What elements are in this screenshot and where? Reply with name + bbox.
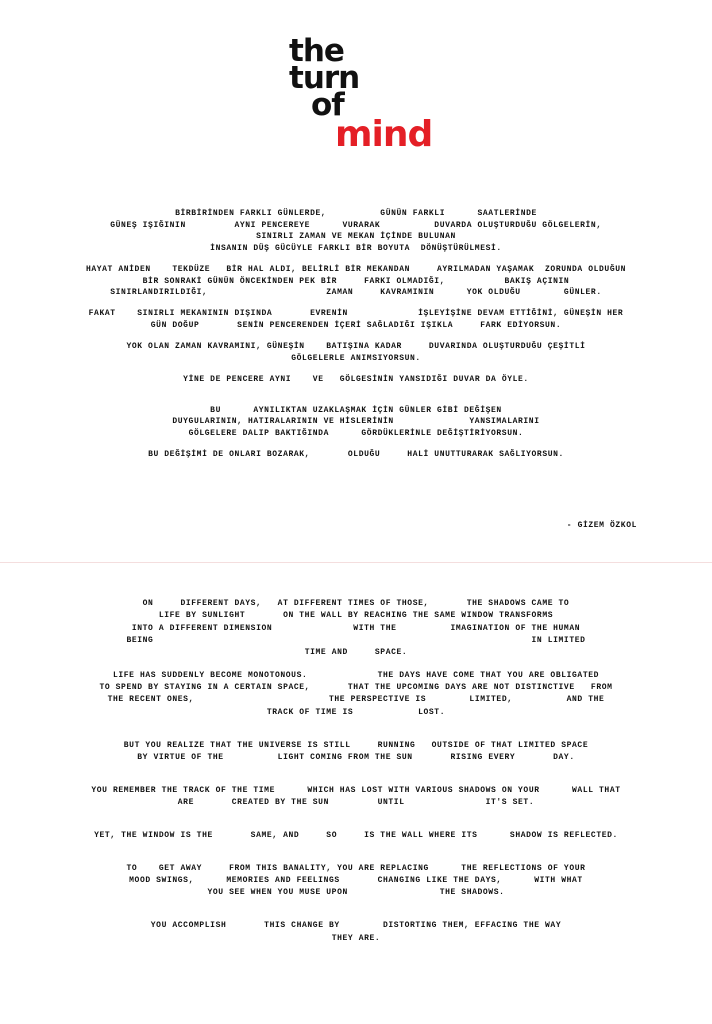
- text-line: BİRBİRİNDEN FARKLI GÜNLERDE, GÜNÜN FARKLI SAATLERİNDE: [175, 209, 537, 218]
- text-line: THE RECENT ONES, THE PERSPECTIVE IS LIMITED, AND THE: [107, 695, 605, 705]
- text-line: TIME AND SPACE.: [304, 648, 408, 658]
- text-line: [0, 719, 712, 729]
- text-line: SINIRLI ZAMAN VE MEKAN İÇİNDE BULUNAN: [256, 232, 456, 242]
- text-line: FAKAT SINIRLI MEKANININ DIŞINDA EVRENİN İŞLEYİŞİNE DEVAM ETTİĞİNİ, GÜNEŞİN HER: [88, 309, 624, 319]
- text-line: SINIRLANDIRILDIĞI, ZAMAN KAVRAMININ YOK OLDUĞU GÜNLER.: [110, 288, 602, 298]
- logo-line-mind: mind: [335, 114, 433, 155]
- text-line: [0, 386, 712, 396]
- logo-line-turn: turn: [289, 60, 360, 96]
- text-line: [0, 764, 712, 774]
- text-line: MOOD SWINGS, MEMORIES AND FEELINGS CHANGING LIKE THE DAYS, WITH WHAT: [129, 876, 583, 886]
- text-line: [0, 254, 712, 264]
- text-line: HAYAT ANİDEN TEKDÜZE BİR HAL ALDI, BELİRLİ BİR MEKANDAN AYRILMADAN YAŞAMAK ZORUNDA OLDUĞUN: [85, 264, 627, 274]
- text-line: YET, THE WINDOW IS THE SAME, AND SO IS THE WALL WHERE ITS SHADOW IS REFLECTED.: [94, 830, 618, 840]
- logo-line-of: of: [311, 87, 344, 123]
- logo-line-the: the: [289, 33, 344, 69]
- text-line: ON DIFFERENT DAYS, AT DIFFERENT TIMES OF THOSE, THE SHADOWS CAME TO: [142, 599, 570, 608]
- text-line: TO GET AWAY FROM THIS BANALITY, YOU ARE REPLACING THE REFLECTIONS OF YOUR: [126, 863, 586, 873]
- section-divider: [0, 562, 712, 563]
- text-line: GÜNEŞ IŞIĞININ AYNI PENCEREYE VURARAK DUVARDA OLUŞTURDUĞU GÖLGELERİN,: [110, 220, 602, 230]
- turkish-text: [0, 208, 712, 461]
- text-line: BU AYNILIKTAN UZAKLAŞMAK İÇİN GÜNLER GİBİ DEĞİŞEN: [210, 405, 502, 415]
- text-line: GÜN DOĞUP SENİN PENCERENDEN İÇERİ SAĞLADIĞI IŞIKLA FARK EDİYORSUN.: [150, 320, 562, 330]
- logo: [289, 33, 433, 155]
- text-line: GÖLGELERE DALIP BAKTIĞINDA GÖRDÜKLERİNLE DEĞİŞTİRİYORSUN.: [188, 428, 524, 438]
- text-line: [0, 853, 712, 863]
- signature: - GİZEM ÖZKOL: [566, 521, 637, 530]
- text-line: [0, 729, 712, 739]
- text-line: [0, 395, 712, 405]
- text-line: TRACK OF TIME IS LOST.: [266, 707, 446, 717]
- text-line: BU DEĞİŞİMİ DE ONLARI BOZARAK, OLDUĞU HALİ UNUTTURARAK SAĞLIYORSUN.: [148, 450, 564, 460]
- text-line: GÖLGELERLE ANIMSIYORSUN.: [291, 353, 421, 363]
- text-line: YİNE DE PENCERE AYNI VE GÖLGESİNİN YANSIDIĞI DUVAR DA ÖYLE.: [183, 374, 529, 384]
- text-line: [0, 910, 712, 920]
- text-line: THEY ARE.: [331, 933, 381, 943]
- text-line: [0, 809, 712, 819]
- text-line: İNSANIN DÜŞ GÜCÜYLE FARKLI BİR BOYUTA DÖNÜŞTÜRÜLMESİ.: [210, 243, 502, 253]
- text-line: LIFE BY SUNLIGHT ON THE WALL BY REACHING THE SAME WINDOW TRANSFORMS: [158, 611, 554, 621]
- text-line: [0, 842, 712, 852]
- text-line: YOU SEE WHEN YOU MUSE UPON THE SHADOWS.: [207, 888, 505, 898]
- text-line: [0, 332, 712, 342]
- text-line: YOK OLAN ZAMAN KAVRAMINI, GÜNEŞİN BATIŞINA KADAR DUVARINDA OLUŞTURDUĞU ÇEŞİTLİ: [126, 342, 586, 352]
- text-line: YOU ACCOMPLISH THIS CHANGE BY DISTORTING THEM, EFFACING THE WAY: [150, 921, 562, 931]
- text-line: [0, 900, 712, 910]
- text-line: TO SPEND BY STAYING IN A CERTAIN SPACE, THAT THE UPCOMING DAYS ARE NOT DISTINCTIVE FROM: [99, 683, 613, 693]
- text-line: LIFE HAS SUDDENLY BECOME MONOTONOUS. THE DAYS HAVE COME THAT YOU ARE OBLIGATED: [112, 670, 600, 680]
- text-line: [0, 364, 712, 374]
- text-line: [0, 820, 712, 830]
- english-text: [0, 598, 712, 945]
- text-line: [0, 299, 712, 309]
- text-line: [0, 439, 712, 449]
- text-line: DUYGULARININ, HATIRALARININ VE HİSLERİNİN YANSIMALARINI: [172, 417, 540, 427]
- text-line: YOU REMEMBER THE TRACK OF THE TIME WHICH HAS LOST WITH VARIOUS SHADOWS ON YOUR WALL THAT: [91, 785, 621, 795]
- text-line: BUT YOU REALIZE THAT THE UNIVERSE IS STILL RUNNING OUTSIDE OF THAT LIMITED SPACE: [123, 740, 589, 750]
- text-line: [0, 659, 712, 669]
- text-line: BİR SONRAKİ GÜNÜN ÖNCEKİNDEN PEK BİR FARKI OLMADIĞI, BAKIŞ AÇININ: [142, 276, 570, 286]
- text-line: BY VIRTUE OF THE LIGHT COMING FROM THE SUN RISING EVERY DAY.: [137, 752, 575, 762]
- text-line: ARE CREATED BY THE SUN UNTIL IT'S SET.: [177, 798, 535, 808]
- text-line: INTO A DIFFERENT DIMENSION WITH THE IMAGINATION OF THE HUMAN: [131, 623, 581, 633]
- text-line: [0, 774, 712, 784]
- text-line: BEING IN LIMITED: [126, 635, 586, 645]
